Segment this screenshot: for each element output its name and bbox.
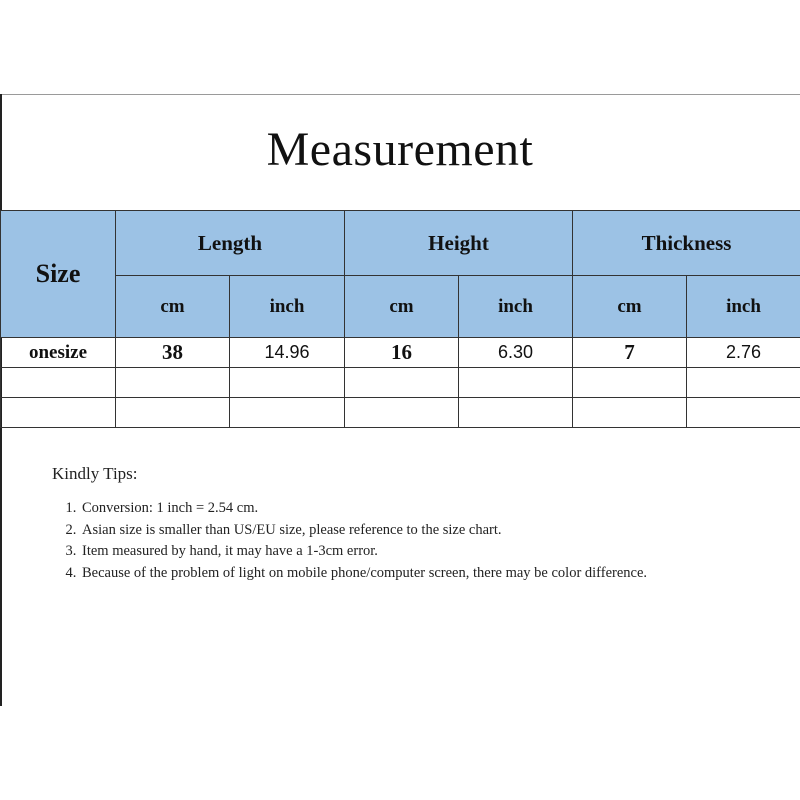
empty-cell bbox=[116, 398, 230, 428]
thickness-inch-value: 2.76 bbox=[687, 338, 800, 368]
thickness-header: Thickness bbox=[573, 211, 800, 276]
thickness-cm-value: 7 bbox=[573, 338, 687, 368]
height-header: Height bbox=[345, 211, 573, 276]
table-row bbox=[1, 398, 800, 428]
empty-cell bbox=[573, 368, 687, 398]
tips-list bbox=[52, 498, 732, 584]
length-inch-header: inch bbox=[230, 276, 345, 338]
length-cm-header: cm bbox=[116, 276, 230, 338]
tips-section bbox=[52, 464, 732, 584]
height-cm-header: cm bbox=[345, 276, 459, 338]
table-row bbox=[1, 338, 800, 368]
empty-cell bbox=[230, 398, 345, 428]
size-table bbox=[0, 210, 800, 428]
tip-item: 2. Asian size is smaller than US/EU size, please reference to the size chart. bbox=[80, 520, 732, 542]
empty-cell bbox=[345, 368, 459, 398]
height-inch-header: inch bbox=[459, 276, 573, 338]
tip-item: 1. Conversion: 1 inch = 2.54 cm. bbox=[80, 498, 732, 520]
thickness-cm-header: cm bbox=[573, 276, 687, 338]
empty-cell bbox=[1, 398, 116, 428]
empty-cell bbox=[459, 368, 573, 398]
tip-item: 4. Because of the problem of light on mobile phone/computer screen, there may be color difference. bbox=[80, 563, 732, 585]
tip-item: 3. Item measured by hand, it may have a 1-3cm error. bbox=[80, 541, 732, 563]
row-size-name: onesize bbox=[1, 338, 116, 368]
empty-cell bbox=[687, 368, 800, 398]
tips-title: Kindly Tips: bbox=[52, 464, 138, 483]
table-row bbox=[1, 368, 800, 398]
page-title: Measurement bbox=[266, 123, 534, 176]
length-cm-value: 38 bbox=[116, 338, 230, 368]
length-inch-value: 14.96 bbox=[230, 338, 345, 368]
length-header: Length bbox=[116, 211, 345, 276]
empty-cell bbox=[459, 398, 573, 428]
thickness-inch-header: inch bbox=[687, 276, 800, 338]
empty-cell bbox=[116, 368, 230, 398]
height-cm-value: 16 bbox=[345, 338, 459, 368]
empty-cell bbox=[345, 398, 459, 428]
size-header: Size bbox=[1, 211, 116, 338]
empty-cell bbox=[230, 368, 345, 398]
empty-cell bbox=[687, 398, 800, 428]
height-inch-value: 6.30 bbox=[459, 338, 573, 368]
empty-cell bbox=[573, 398, 687, 428]
empty-cell bbox=[1, 368, 116, 398]
